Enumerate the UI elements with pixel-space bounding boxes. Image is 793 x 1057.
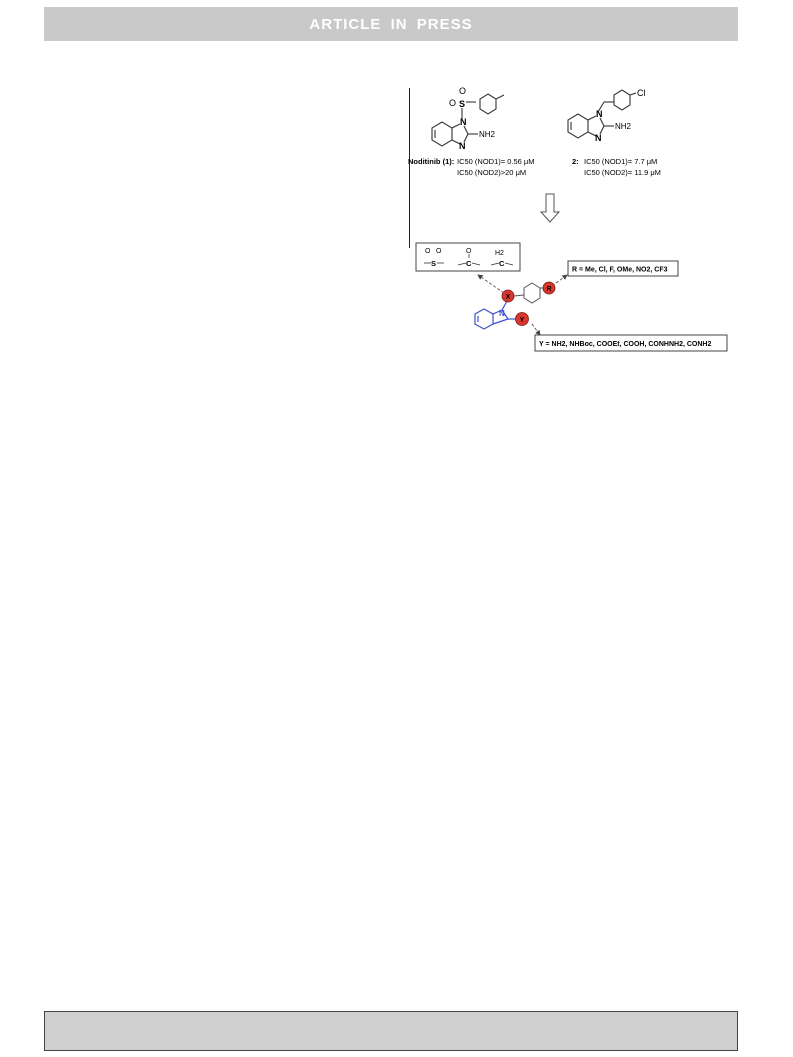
indole-n-label: N xyxy=(499,309,505,318)
y-to-options-arrow xyxy=(532,324,540,335)
c1-n1-label: N xyxy=(460,117,467,127)
c1-o2-label: O xyxy=(459,86,467,96)
linker-c-o-label: O xyxy=(466,248,472,255)
linker-ch2-c-label: C xyxy=(499,259,505,268)
y-options-text: Y = NH2, NHBoc, COOEt, COOH, CONHNH2, CONH2 xyxy=(539,341,712,348)
c1-ic50-nod1: IC50 (NOD1)= 0.56 μM xyxy=(457,157,535,166)
c2-nh2-label: NH2 xyxy=(615,122,632,131)
linker-s-o2-label: O xyxy=(436,248,442,255)
c1-o1-label: O xyxy=(449,98,457,108)
indole-scaffold xyxy=(475,301,519,329)
c1-s-label: S xyxy=(459,99,466,109)
c2-ic50-nod1: IC50 (NOD1)= 7.7 μM xyxy=(584,157,658,166)
c1-name-label: Noditinib (1): xyxy=(408,157,455,166)
linker-c-label: C xyxy=(466,259,472,268)
footer-citation-box xyxy=(44,1011,738,1051)
x-to-linker-arrow xyxy=(478,275,504,293)
c2-name-label: 2: xyxy=(572,157,579,166)
x-marker-label: X xyxy=(505,294,511,301)
c1-ic50-nod2: IC50 (NOD2)>20 μM xyxy=(457,168,527,177)
c2-n3-label: N xyxy=(595,133,602,143)
c1-nh2-label: NH2 xyxy=(479,130,496,139)
c2-ic50-nod2: IC50 (NOD2)= 11.9 μM xyxy=(584,168,661,177)
c2-cl-label: Cl xyxy=(637,88,646,98)
chemical-scheme-figure xyxy=(380,82,730,367)
c1-n3-label: N xyxy=(459,141,466,151)
linker-s-label: S xyxy=(431,259,437,268)
banner-text: ARTICLE IN PRESS xyxy=(309,15,473,33)
article-in-press-banner xyxy=(44,7,738,41)
y-marker-label: Y xyxy=(519,317,525,324)
r-marker-label: R xyxy=(546,286,552,293)
linker-ch2-h2-label: H2 xyxy=(495,250,504,257)
phenyl-ring xyxy=(514,283,547,303)
downward-arrow-icon xyxy=(541,194,559,222)
linker-s-o1-label: O xyxy=(425,248,431,255)
c2-n1-label: N xyxy=(596,109,603,119)
r-options-text: R = Me, Cl, F, OMe, NO2, CF3 xyxy=(572,266,668,274)
